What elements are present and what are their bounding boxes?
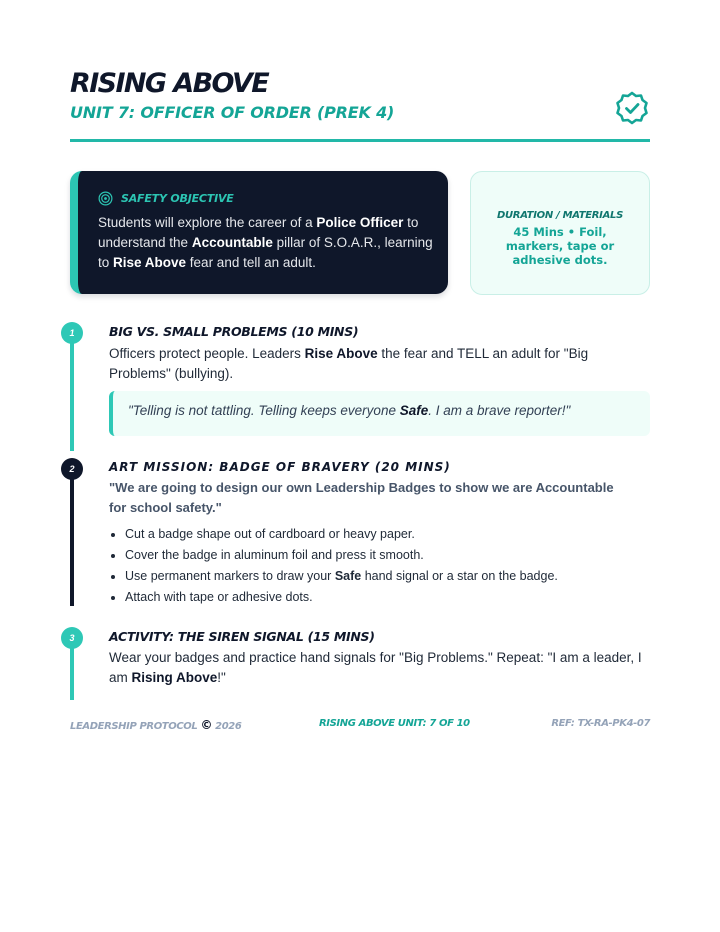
copyright-icon: © (200, 718, 213, 732)
step-timeline-line (70, 333, 74, 451)
footer-unit: RISING ABOVE UNIT: 7 OF 10 (319, 718, 470, 729)
duration-value: 45 Mins • Foil, markers, tape or adhesive dots. (505, 225, 615, 267)
list-item: • Cut a badge shape out of cardboard or heavy paper. (125, 524, 645, 545)
list-item: • Use permanent markers to draw your Safe hand signal or a star on the badge. (125, 566, 645, 587)
page-footer (70, 718, 650, 732)
step-text: Officers protect people. Leaders Rise Above the fear and TELL an adult for "Big Problems" (bullying). (109, 346, 589, 381)
step-intro: "We are going to design our own Leadership Badges to show we are Accountable for school safety." (109, 480, 614, 515)
duration-label: DURATION / MATERIALS (496, 210, 624, 221)
step-title: ART MISSION: BADGE OF BRAVERY (20 MINS) (109, 460, 451, 474)
step-text: Wear your badges and practice hand signals for "Big Problems." Repeat: "I am a leader, I am Rising Above!" (109, 650, 642, 685)
page-title: RISING ABOVE (70, 68, 269, 99)
unit-subtitle: UNIT 7: OFFICER OF ORDER (PREK 4) (70, 103, 395, 122)
step-number-badge: 2 (61, 458, 83, 480)
step-timeline-line (70, 469, 74, 606)
safety-objective-card (70, 171, 448, 294)
check-badge-icon (615, 91, 649, 125)
step-number-badge: 3 (61, 627, 83, 649)
objective-text: Students will explore the career of a Police Officer to understand the Accountable pillar of S.O.A.R., learning to Rise Above fear and tell an adult. (98, 215, 433, 270)
list-item: • Attach with tape or adhesive dots. (125, 587, 645, 608)
header-divider (70, 139, 650, 142)
footer-left: LEADERSHIP PROTOCOL © 2026 (70, 718, 242, 732)
duration-materials-card (470, 171, 650, 295)
footer-reference: REF: TX-RA-PK4-07 (551, 718, 650, 729)
step-title: ACTIVITY: THE SIREN SIGNAL (15 MINS) (109, 629, 375, 644)
list-item: • Cover the badge in aluminum foil and press it smooth. (125, 545, 645, 566)
objective-label: SAFETY OBJECTIVE (121, 192, 234, 205)
materials-list (109, 524, 645, 608)
step-title: BIG VS. SMALL PROBLEMS (10 MINS) (109, 324, 359, 339)
target-icon (98, 191, 113, 206)
quote-callout: "Telling is not tattling. Telling keeps everyone Safe. I am a brave reporter!" (109, 391, 650, 436)
step-number-badge: 1 (61, 322, 83, 344)
